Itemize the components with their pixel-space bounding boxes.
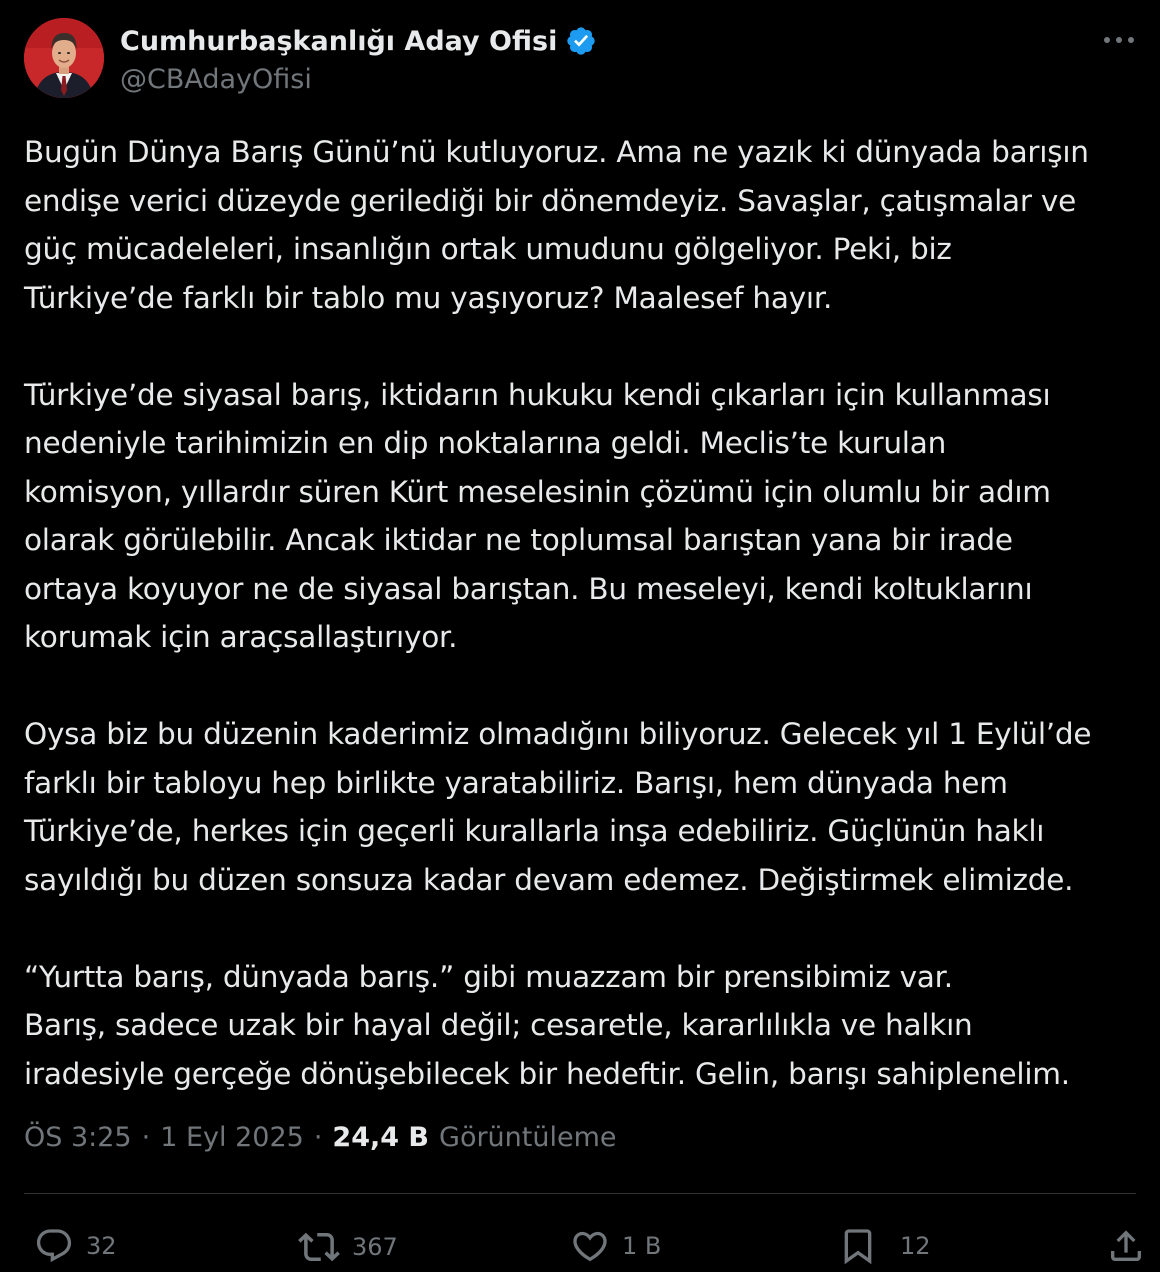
like-count: 1 B <box>622 1232 662 1260</box>
bookmark-icon <box>838 1226 878 1266</box>
share-icon <box>1106 1226 1146 1266</box>
action-bar <box>0 1218 1160 1272</box>
profile-photo-icon <box>24 18 104 98</box>
tweet-header <box>24 18 1136 100</box>
repost-button[interactable] <box>298 1226 398 1268</box>
reply-count: 32 <box>86 1232 117 1260</box>
tweet-paragraph: Oysa biz bu düzenin kaderimiz olmadığını biliyoruz. Gelecek yıl 1 Eylül’de farklı bir tabloyu hep birlikte yaratabiliriz. Barışı, hem dünyada hem Türkiye’de, herkes için geçerli kurallarla inşa edebiliriz. Güçlünün haklı sayıldığı bu düzen sonsuza kadar devam edemez. Değiştirmek elimizde. <box>24 717 1092 897</box>
like-button[interactable] <box>570 1226 661 1266</box>
more-options-icon[interactable] <box>1102 30 1136 50</box>
tweet-text <box>24 128 1144 1098</box>
meta-separator: · <box>313 1122 323 1153</box>
reply-icon <box>34 1226 74 1266</box>
views-count[interactable]: 24,4 B <box>332 1122 430 1153</box>
tweet-paragraph: “Yurtta barış, dünyada barış.” gibi muazzam bir prensibimiz var. Barış, sadece uzak bir hayal değil; cesaretle, kararlılıkla ve halkın iradesiyle gerçeğe dönüşebilecek bir hedeftir. Gelin, barışı sahiplenelim. <box>24 959 1070 1091</box>
avatar[interactable] <box>24 18 104 98</box>
divider <box>24 1193 1136 1194</box>
views-label: Görüntüleme <box>439 1122 617 1153</box>
tweet-paragraph: Türkiye’de siyasal barış, iktidarın hukuku kendi çıkarları için kullanması nedeniyle tarihimizin en dip noktalarına geldi. Meclis’te kurulan komisyon, yıllardır süren Kürt meselesinin çözümü için olumlu bir adım olarak görülebilir. Ancak iktidar ne toplumsal barıştan yana bir irade ortaya koyuyor ne de siyasal barıştan. Bu meseleyi, kendi koltuklarını korumak için araçsallaştırıyor. <box>24 377 1051 654</box>
tweet-time[interactable]: ÖS 3:25 <box>24 1122 132 1153</box>
tweet-meta <box>24 1122 617 1153</box>
reply-button[interactable] <box>34 1226 117 1266</box>
repost-count: 367 <box>352 1233 398 1261</box>
bookmark-count: 12 <box>900 1232 931 1260</box>
bookmark-button[interactable] <box>838 1226 931 1266</box>
tweet-date[interactable]: 1 Eyl 2025 <box>160 1122 304 1153</box>
verified-badge-icon <box>565 25 597 57</box>
meta-separator: · <box>141 1122 151 1153</box>
tweet-paragraph: Bugün Dünya Barış Günü’nü kutluyoruz. Ama ne yazık ki dünyada barışın endişe verici düzeyde gerilediği bir dönemdeyiz. Savaşlar, çatışmalar ve güç mücadeleleri, insanlığın ortak umudunu gölgeliyor. Peki, biz Türkiye’de farklı bir tablo mu yaşıyoruz? Maalesef hayır. <box>24 135 1089 315</box>
user-handle[interactable]: @CBAdayOfisi <box>120 64 312 95</box>
name-row <box>120 22 597 60</box>
share-button[interactable] <box>1106 1226 1146 1266</box>
heart-icon <box>570 1226 610 1266</box>
display-name[interactable]: Cumhurbaşkanlığı Aday Ofisi <box>120 25 558 57</box>
repost-icon <box>298 1226 340 1268</box>
